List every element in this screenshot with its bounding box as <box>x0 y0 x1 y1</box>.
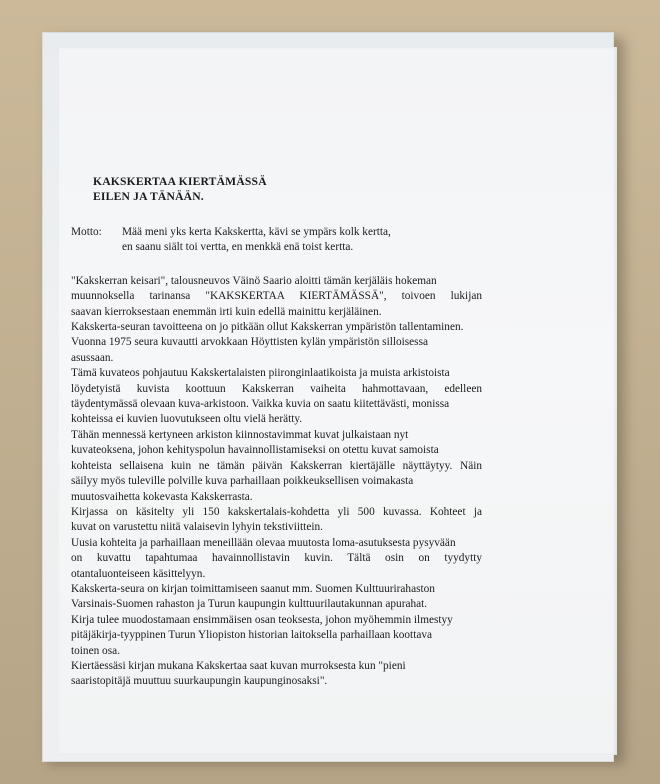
blurb-line: löydetyistä kuvista koottuun Kakskerran vaiheita hahmottavaan, edelleen <box>71 382 482 395</box>
blurb-line: muunnoksella tarinansa "KAKSKERTAA KIERTÄMÄSSÄ", toivoen lukijan <box>71 290 482 303</box>
blurb-line: "Kakskerran keisari", talousneuvos Väinö Saario aloitti tämän kerjäläis hokeman <box>71 274 437 287</box>
blurb-line: asussaan. <box>71 351 114 364</box>
blurb-line: kuvateoksena, johon kehityspolun havainnollistamiseksi on otettu kuvat samoista <box>71 444 439 457</box>
blurb-line: Kiertäessäsi kirjan mukana Kakskertaa saat kuvan murroksesta kun "pieni <box>71 659 406 672</box>
blurb-line: saavan kierroksestaan enemmän irti kuin edellä mainittu kerjäläinen. <box>71 305 382 318</box>
blurb-line: Kakskerta-seuran tavoitteena on jo pitkään ollut Kakskerran ympäristön tallentaminen. <box>71 321 464 334</box>
blurb-line: saaristopitäjä muuttuu suurkaupungin kaupunginosaksi". <box>71 675 328 688</box>
blurb-line: otantaluonteiseen käsittelyyn. <box>71 567 206 580</box>
blurb-line: on kuvattu tapahtumaa havainnollistavin kuvin. Tältä osin on tyydytty <box>71 552 482 565</box>
blurb-line: täydentymässä olevaan kuva-arkistoon. Vaikka kuvia on saatu kiitettävästi, monissa <box>71 398 450 411</box>
blurb-line: Uusia kohteita ja parhaillaan meneillään olevaa muutosta loma-asutuksesta pysyvään <box>71 536 456 549</box>
motto-line-2: en saanu siält toi vertta, en menkkä enä toist kertta. <box>122 241 354 254</box>
blurb-line: säilyy myös tuleville polville kuva parhaillaan poikkeuksellisen voimakasta <box>71 475 414 488</box>
blurb-line: toinen osa. <box>71 644 120 657</box>
blurb-line: Kakskerta-seura on kirjan toimittamiseen saanut mm. Suomen Kulttuurirahaston <box>71 582 435 595</box>
blurb-line: Vuonna 1975 seura kuvautti arvokkaan Höyttisten kylän ympäristön silloisessa <box>71 336 428 349</box>
motto-label: Motto: <box>71 226 102 238</box>
blurb-line: muutosvaihetta kokevasta Kakskerrasta. <box>71 490 253 503</box>
title-line-2: EILEN JA TÄNÄÄN. <box>93 190 204 203</box>
blurb-line: kohteissa ei kuvien luovutukseen oltu vielä herätty. <box>71 413 303 426</box>
blurb-line: kohteista sellaisena kuin ne tämän päivän Kakskerran kiertäjälle näyttäytyy. Näin <box>71 459 482 472</box>
motto <box>71 225 591 256</box>
blurb-line: Tähän mennessä kertyneen arkiston kiinnostavimmat kuvat julkaistaan nyt <box>71 428 409 441</box>
blurb-line: kuvat on varustettu niitä valaisevin lyhyin tekstiviittein. <box>71 521 323 534</box>
blurb-line: pitäjäkirja-tyyppinen Turun Yliopiston historian laitoksella parhaillaan koottava <box>71 629 433 642</box>
back-cover-text <box>71 152 591 690</box>
blurb-line: Kirja tulee muodostamaan ensimmäisen osan teoksesta, johon myöhemmin ilmestyy <box>71 613 453 626</box>
title-line-1: KAKSKERTAA KIERTÄMÄSSÄ <box>93 175 267 188</box>
book-title <box>93 174 591 204</box>
blurb-text <box>71 274 591 690</box>
motto-line-1: Mää meni yks kerta Kakskertta, kävi se ympärs kolk kertta, <box>122 226 391 238</box>
motto-lines <box>122 225 591 256</box>
blurb-line: Varsinais-Suomen rahaston ja Turun kaupungin kulttuurilautakunnan apurahat. <box>71 598 428 611</box>
blurb-line: Kirjassa on käsitelty yli 150 kakskertalais-kohdetta yli 500 kuvassa. Kohteet ja <box>71 505 482 518</box>
blurb-line: Tämä kuvateos pohjautuu Kakskertalaisten piironginlaatikoista ja muista arkistoista <box>71 367 450 380</box>
